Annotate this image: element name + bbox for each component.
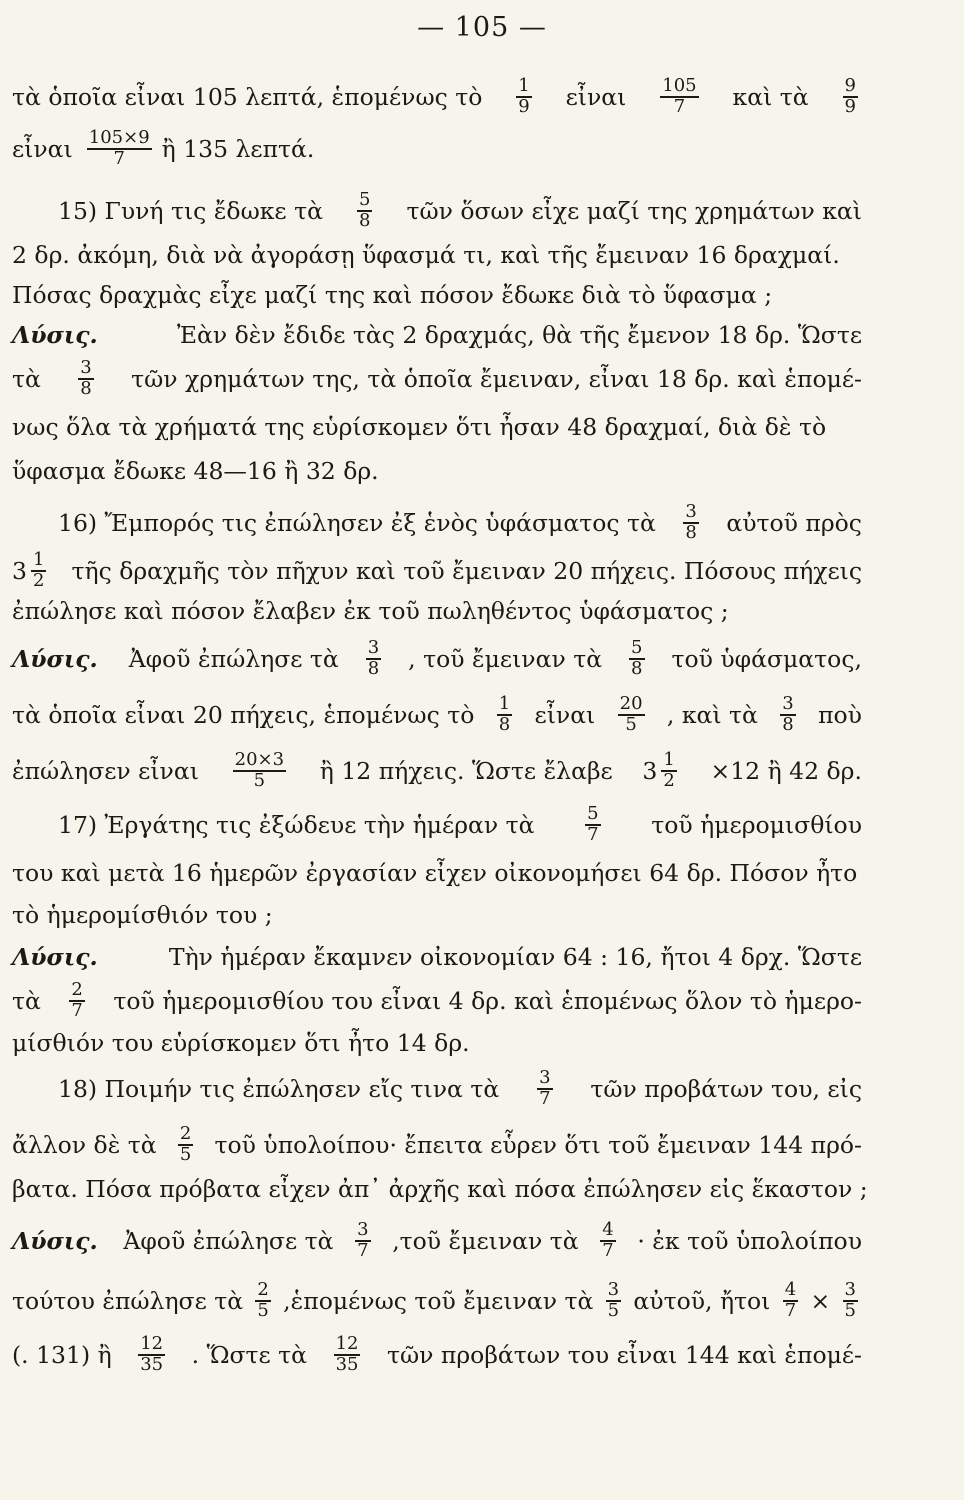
fraction-denominator: 2 bbox=[663, 769, 675, 791]
page-number: — 105 — bbox=[417, 12, 547, 43]
fraction-numerator: 105×9 bbox=[88, 127, 150, 149]
fraction bbox=[255, 1281, 270, 1320]
fraction-numerator: 20×3 bbox=[234, 749, 285, 771]
mixed-number-whole: 3 bbox=[12, 556, 27, 585]
fraction bbox=[233, 751, 286, 790]
text-segment: τοῦ ὑπολοίπου· ἔπειτα εὗρεν ὅτι τοῦ ἔμειναν 144 πρό- bbox=[214, 1131, 862, 1159]
text-segment: 2 δρ. ἀκόμη, διὰ νὰ ἀγοράσῃ ὕφασμά τι, καὶ τῆς ἔμειναν 16 δραχμαί. bbox=[12, 241, 840, 269]
mixed-number bbox=[642, 751, 680, 790]
fraction bbox=[516, 77, 531, 116]
text-segment: τῶν προβάτων του εἶναι 144 καὶ ἑπομέ- bbox=[387, 1341, 862, 1369]
text-segment: ὕφασμα ἔδωκε 48—16 ἢ 32 δρ. bbox=[12, 457, 379, 485]
fraction-denominator: 7 bbox=[71, 999, 83, 1021]
fraction-numerator: 4 bbox=[784, 1279, 797, 1301]
text-line bbox=[12, 632, 862, 686]
fraction-denominator: 8 bbox=[80, 377, 92, 399]
text-line bbox=[12, 1214, 862, 1268]
text-segment: Πόσας δραχμὰς εἶχε μαζί της καὶ πόσον ἔδωκε διὰ τὸ ὕφασμα ; bbox=[12, 281, 773, 309]
text-segment: ἐπώλησεν εἶναι bbox=[12, 757, 199, 785]
text-segment: τοῦ ὑφάσματος, bbox=[671, 645, 862, 673]
fraction bbox=[78, 359, 93, 398]
fraction-numerator: 12 bbox=[140, 1333, 164, 1355]
text-segment: αὐτοῦ πρὸς bbox=[726, 509, 862, 537]
text-segment: · ἐκ τοῦ ὑπολοίπου bbox=[637, 1227, 862, 1255]
fraction-denominator: 8 bbox=[782, 713, 794, 735]
fraction-numerator: 3 bbox=[539, 1067, 551, 1089]
text-segment: του καὶ μετὰ 16 ἡμερῶν ἐργασίαν εἶχεν οἰκονομήσει 64 δρ. Πόσον ἦτο bbox=[12, 859, 858, 887]
fraction-denominator: 8 bbox=[367, 657, 380, 679]
fraction-denominator: 7 bbox=[113, 147, 125, 169]
text-segment: εἶναι bbox=[534, 701, 596, 729]
fraction-denominator: 7 bbox=[673, 95, 686, 117]
fraction bbox=[629, 639, 644, 678]
text-segment: τὰ bbox=[12, 365, 41, 393]
fraction-numerator: 105 bbox=[662, 75, 697, 97]
fraction-numerator: 3 bbox=[782, 693, 794, 715]
fraction-numerator: 9 bbox=[844, 75, 856, 97]
fraction bbox=[780, 695, 795, 734]
text-line bbox=[58, 798, 862, 852]
fraction-denominator: 7 bbox=[587, 823, 599, 845]
text-segment: ἢ 12 πήχεις. Ὥστε ἔλαβε bbox=[319, 757, 613, 785]
fraction-denominator: 5 bbox=[179, 1143, 192, 1165]
text-segment: τὰ ὁποῖα εἶναι 105 λεπτά, ἑπομένως τὸ bbox=[12, 83, 483, 111]
fraction-denominator: 8 bbox=[685, 521, 697, 543]
text-segment: . Ὥστε τὰ bbox=[191, 1341, 308, 1369]
fraction-denominator: 7 bbox=[602, 1239, 614, 1261]
text-segment: Ἀφοῦ ἐπώλησε τὰ bbox=[123, 1227, 334, 1255]
fraction-numerator: 4 bbox=[602, 1219, 614, 1241]
text-segment: τῶν προβάτων του, εἰς bbox=[590, 1075, 862, 1103]
fraction-denominator: 8 bbox=[498, 713, 511, 735]
fraction bbox=[618, 695, 645, 734]
fraction-numerator: 1 bbox=[32, 549, 45, 571]
text-segment: νως ὅλα τὰ χρήματά της εὑρίσκομεν ὅτι ἦσαν 48 δραχμαί, διὰ δὲ τὸ bbox=[12, 413, 827, 441]
fraction-denominator: 7 bbox=[539, 1087, 551, 1109]
fraction-denominator: 9 bbox=[518, 95, 530, 117]
fraction bbox=[843, 77, 858, 116]
fraction-numerator: 3 bbox=[607, 1279, 620, 1301]
text-line bbox=[12, 1328, 862, 1382]
fraction bbox=[178, 1125, 193, 1164]
fraction-numerator: 1 bbox=[663, 749, 675, 771]
fraction-numerator: 2 bbox=[71, 979, 83, 1001]
text-segment: καὶ τὰ bbox=[732, 83, 809, 111]
text-segment: αὐτοῦ, ἤτοι bbox=[633, 1287, 771, 1315]
fraction-numerator: 20 bbox=[619, 693, 643, 715]
fraction bbox=[606, 1281, 621, 1320]
fraction bbox=[585, 805, 600, 844]
text-segment: (. 131) ἢ bbox=[12, 1341, 112, 1369]
text-line bbox=[58, 1062, 862, 1116]
fraction bbox=[537, 1069, 552, 1108]
fraction bbox=[683, 503, 698, 542]
solution-label: Λύσις. bbox=[12, 645, 98, 673]
fraction-numerator: 2 bbox=[179, 1123, 192, 1145]
text-line bbox=[12, 688, 862, 742]
text-segment: ×12 ἢ 42 δρ. bbox=[710, 757, 862, 785]
fraction bbox=[600, 1221, 615, 1260]
text-segment: 16) Ἔμπορός τις ἐπώλησεν ἐξ ἑνὸς ὑφάσματος τὰ bbox=[58, 509, 656, 537]
text-segment: , καὶ τὰ bbox=[666, 701, 758, 729]
mixed-number-whole: 3 bbox=[642, 756, 658, 785]
text-segment: τὸ ἡμερομίσθιόν του ; bbox=[12, 901, 273, 929]
text-segment: μίσθιόν του εὑρίσκομεν ὅτι ἦτο 14 δρ. bbox=[12, 1029, 470, 1057]
solution-label: Λύσις. bbox=[12, 943, 98, 971]
text-segment: ἐπώλησε καὶ πόσον ἔλαβεν ἐκ τοῦ πωληθέντος ὑφάσματος ; bbox=[12, 597, 729, 625]
fraction-numerator: 5 bbox=[587, 803, 599, 825]
fraction-denominator: 2 bbox=[32, 569, 45, 591]
text-segment: ἄλλον δὲ τὰ bbox=[12, 1131, 157, 1159]
fraction-denominator: 7 bbox=[357, 1239, 369, 1261]
fraction bbox=[661, 751, 676, 790]
fraction-denominator: 5 bbox=[844, 1299, 856, 1321]
text-segment: εἶναι bbox=[565, 83, 627, 111]
fraction-denominator: 8 bbox=[358, 209, 371, 231]
text-line bbox=[12, 584, 862, 638]
text-segment: τοῦ ἡμερομισθίου bbox=[651, 811, 862, 839]
fraction bbox=[366, 639, 381, 678]
fraction-denominator: 5 bbox=[625, 713, 637, 735]
text-line bbox=[12, 744, 862, 798]
text-line bbox=[12, 352, 862, 406]
text-segment: Τὴν ἡμέραν ἔκαμνεν οἰκονομίαν 64 : 16, ἤτοι 4 δρχ. Ὥστε bbox=[168, 943, 862, 971]
fraction-numerator: 12 bbox=[335, 1333, 359, 1355]
text-segment: Ἀφοῦ ἐπώλησε τὰ bbox=[128, 645, 339, 673]
fraction-numerator: 3 bbox=[80, 357, 92, 379]
fraction bbox=[843, 1281, 858, 1320]
fraction-denominator: 5 bbox=[607, 1299, 620, 1321]
text-segment: ποὺ bbox=[818, 701, 862, 729]
fraction-numerator: 5 bbox=[358, 189, 371, 211]
fraction-denominator: 8 bbox=[631, 657, 643, 679]
fraction bbox=[138, 1335, 165, 1374]
fraction bbox=[334, 1335, 361, 1374]
fraction-numerator: 2 bbox=[257, 1279, 269, 1301]
text-segment: τὰ ὁποῖα εἶναι 20 πήχεις, ἑπομένως τὸ bbox=[12, 701, 475, 729]
fraction-denominator: 35 bbox=[140, 1353, 164, 1375]
text-line bbox=[12, 70, 862, 124]
text-segment: 15) Γυνή τις ἔδωκε τὰ bbox=[58, 197, 323, 225]
text-segment: τῶν χρημάτων της, τὰ ὁποῖα ἔμειναν, εἶναι 18 δρ. καὶ ἑπομέ- bbox=[131, 365, 862, 393]
fraction-denominator: 5 bbox=[257, 1299, 269, 1321]
text-line bbox=[12, 122, 862, 176]
fraction bbox=[357, 191, 372, 230]
fraction bbox=[69, 981, 84, 1020]
fraction-numerator: 3 bbox=[685, 501, 697, 523]
fraction-numerator: 1 bbox=[518, 75, 530, 97]
text-segment: τῆς δραχμῆς τὸν πῆχυν καὶ τοῦ ἔμειναν 20 πήχεις. Πόσους πήχεις bbox=[71, 557, 862, 585]
text-line bbox=[58, 496, 862, 550]
text-line bbox=[12, 1274, 862, 1328]
fraction bbox=[783, 1281, 798, 1320]
text-segment: ,ἑπομένως τοῦ ἔμειναν τὰ bbox=[283, 1287, 594, 1315]
text-segment: 17) Ἐργάτης τις ἐξώδευε τὴν ἡμέραν τὰ bbox=[58, 811, 535, 839]
fraction-numerator: 3 bbox=[844, 1279, 856, 1301]
text-segment: ,τοῦ ἔμειναν τὰ bbox=[392, 1227, 579, 1255]
text-segment: τῶν ὅσων εἶχε μαζί της χρημάτων καὶ bbox=[406, 197, 862, 225]
text-segment: ἢ 135 λεπτά. bbox=[161, 135, 315, 163]
text-segment: τούτου ἐπώλησε τὰ bbox=[12, 1287, 244, 1315]
fraction bbox=[660, 77, 698, 116]
fraction bbox=[355, 1221, 370, 1260]
fraction-denominator: 9 bbox=[844, 95, 856, 117]
text-segment: Ἐὰν δὲν ἔδιδε τὰς 2 δραχμάς, θὰ τῆς ἔμενον 18 δρ. Ὥστε bbox=[176, 321, 862, 349]
fraction bbox=[87, 129, 152, 168]
text-segment: εἶναι bbox=[12, 135, 73, 163]
text-segment: τοῦ ἡμερομισθίου του εἶναι 4 δρ. καὶ ἑπομένως ὅλον τὸ ἡμερο- bbox=[113, 987, 862, 1015]
text-segment: , τοῦ ἔμειναν τὰ bbox=[408, 645, 603, 673]
solution-label: Λύσις. bbox=[12, 321, 98, 349]
fraction-numerator: 1 bbox=[498, 693, 511, 715]
fraction-denominator: 35 bbox=[335, 1353, 359, 1375]
solution-label: Λύσις. bbox=[12, 1227, 98, 1255]
text-segment: τὰ bbox=[12, 987, 41, 1015]
text-segment: βατα. Πόσα πρόβατα εἶχεν ἀπ᾿ ἀρχῆς καὶ πόσα ἐπώλησεν εἰς ἕκαστον ; bbox=[12, 1175, 868, 1203]
fraction-numerator: 3 bbox=[367, 637, 380, 659]
text-line bbox=[12, 1162, 868, 1216]
fraction-numerator: 3 bbox=[357, 1219, 369, 1241]
fraction-numerator: 5 bbox=[631, 637, 643, 659]
fraction-denominator: 5 bbox=[253, 769, 266, 791]
text-segment: 18) Ποιμήν τις ἐπώλησεν εἴς τινα τὰ bbox=[58, 1075, 500, 1103]
text-line bbox=[12, 444, 862, 498]
fraction-denominator: 7 bbox=[784, 1299, 797, 1321]
text-segment: × bbox=[810, 1287, 831, 1315]
fraction bbox=[497, 695, 512, 734]
